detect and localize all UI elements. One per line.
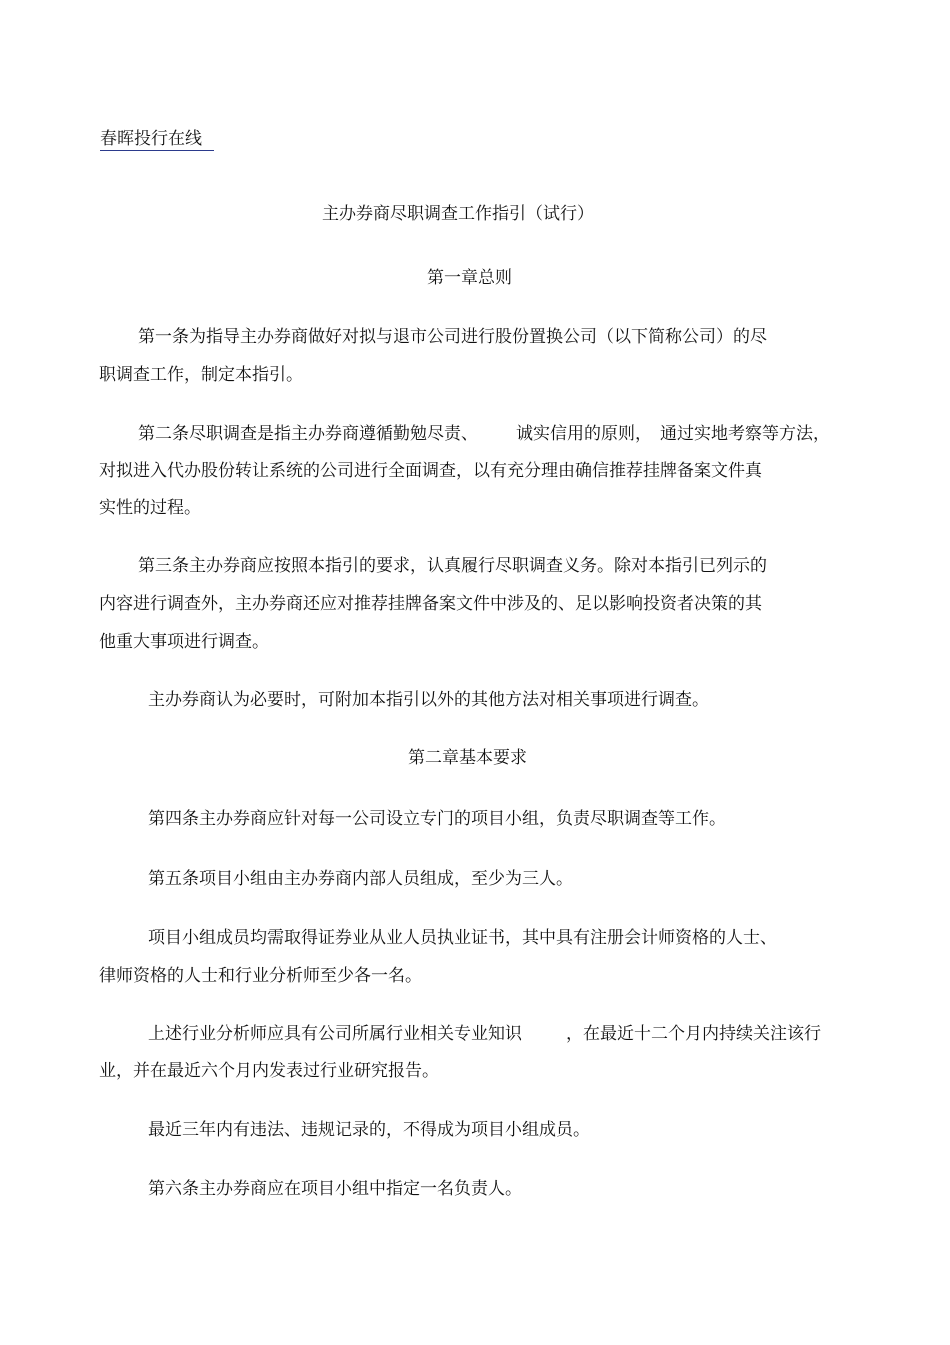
- chapter-2-heading: 第二章基本要求: [408, 748, 527, 768]
- article-2-line-1a: 第二条尽职调查是指主办券商遵循勤勉尽责、: [138, 424, 478, 444]
- article-2-line-1c: 通过实地考察等方法，: [660, 424, 830, 444]
- article-5-paragraph-3-line-2: 业，并在最近六个月内发表过行业研究报告。: [99, 1061, 439, 1081]
- article-3-line-2: 内容进行调查外，主办券商还应对推荐挂牌备案文件中涉及的、足以影响投资者决策的其: [99, 594, 762, 614]
- article-5-paragraph-3-line-1a: 上述行业分析师应具有公司所属行业相关专业知识: [148, 1024, 522, 1044]
- article-1-line-2: 职调查工作，制定本指引。: [99, 365, 303, 385]
- article-5-paragraph-4: 最近三年内有违法、违规记录的，不得成为项目小组成员。: [148, 1120, 590, 1140]
- article-1-line-1: 第一条为指导主办券商做好对拟与退市公司进行股份置换公司（以下简称公司）的尽: [138, 327, 767, 347]
- article-2-line-3: 实性的过程。: [99, 498, 201, 518]
- article-2-line-2: 对拟进入代办股份转让系统的公司进行全面调查，以有充分理由确信推荐挂牌备案文件真: [99, 461, 762, 481]
- article-6: 第六条主办券商应在项目小组中指定一名负责人。: [148, 1179, 522, 1199]
- article-2-line-1b: 诚实信用的原则，: [516, 424, 652, 444]
- article-5-paragraph-3-line-1b: ，在最近十二个月内持续关注该行: [566, 1024, 821, 1044]
- article-3-line-1: 第三条主办券商应按照本指引的要求，认真履行尽职调查义务。除对本指引已列示的: [138, 556, 767, 576]
- article-5: 第五条项目小组由主办券商内部人员组成，至少为三人。: [148, 869, 573, 889]
- article-3-paragraph-2: 主办券商认为必要时，可附加本指引以外的其他方法对相关事项进行调查。: [148, 690, 709, 710]
- chapter-1-heading: 第一章总则: [427, 268, 512, 288]
- document-title: 主办券商尽职调查工作指引（试行）: [322, 204, 594, 224]
- header-link[interactable]: 春晖投行在线: [100, 128, 214, 151]
- article-3-line-3: 他重大事项进行调查。: [99, 632, 269, 652]
- article-4: 第四条主办券商应针对每一公司设立专门的项目小组，负责尽职调查等工作。: [148, 809, 726, 829]
- article-5-paragraph-2-line-1: 项目小组成员均需取得证券业从业人员执业证书，其中具有注册会计师资格的人士、: [148, 928, 777, 948]
- article-5-paragraph-2-line-2: 律师资格的人士和行业分析师至少各一名。: [99, 966, 422, 986]
